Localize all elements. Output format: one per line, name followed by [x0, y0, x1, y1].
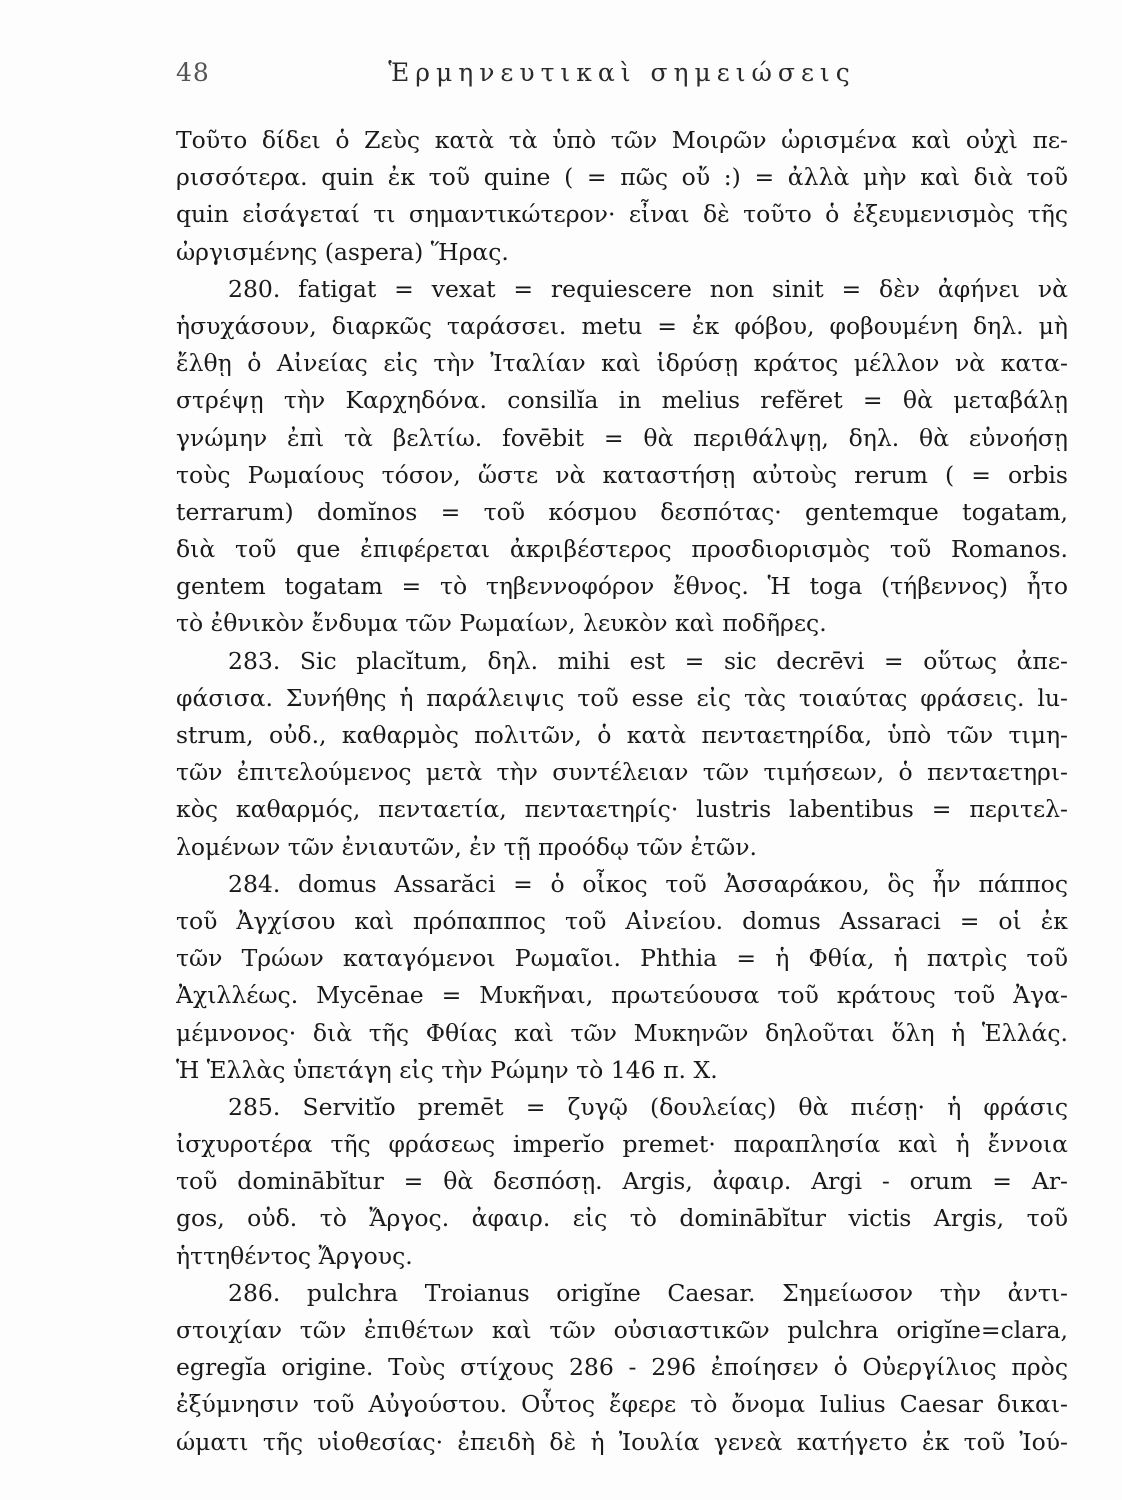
text-line: τῶν Τρώων καταγόμενοι Ρωμαῖοι. Phthia = ἡ Φθία, ἡ πατρὶς τοῦ	[176, 944, 1068, 973]
text-line: terrarum) domĭnos = τοῦ κόσμου δεσπότας· gentemque togatam,	[176, 497, 1068, 526]
text-line: ὠργισμένης (aspera) Ἥρας.	[176, 237, 509, 266]
commentary-text	[176, 122, 1068, 1461]
note-280-start: 280. fatigat = vexat = requiescere non sinit = δὲν ἀφήνει νὰ	[228, 274, 1068, 303]
running-head	[176, 58, 1068, 94]
text-line: τοῦ dominābĭtur = θὰ δεσπόσῃ. Argis, ἀφαιρ. Argi - orum = Ar-	[176, 1167, 1068, 1196]
text-line: γνώμην ἐπὶ τὰ βελτίω. fovēbit = θὰ περιθάλψῃ, δηλ. θὰ εὐνοήσῃ	[176, 423, 1068, 452]
text-line: Ἀχιλλέως. Mycēnae = Μυκῆναι, πρωτεύουσα τοῦ κράτους τοῦ Ἀγα-	[176, 981, 1068, 1010]
text-line: gos, οὐδ. τὸ Ἄργος. ἀφαιρ. εἰς τὸ dominābĭtur victis Argis, τοῦ	[176, 1204, 1068, 1233]
text-line: strum, οὐδ., καθαρμὸς πολιτῶν, ὁ κατὰ πενταετηρίδα, ὑπὸ τῶν τιμη-	[176, 721, 1068, 749]
text-line: τῶν ἐπιτελούμενος μετὰ τὴν συντέλειαν τῶν τιμήσεων, ὁ πενταετηρι-	[176, 758, 1068, 787]
text-line: λομένων τῶν ἐνιαυτῶν, ἐν τῇ προόδῳ τῶν ἐτῶν.	[176, 832, 757, 861]
text-line: ώματι τῆς υἱοθεσίας· ἐπειδὴ δὲ ἡ Ἰουλία γενεὰ κατήγετο ἐκ τοῦ Ἰού-	[176, 1427, 1068, 1456]
note-285-start: 285. Servitĭo premēt = ζυγῷ (δουλείας) θὰ πιέσῃ· ἡ φράσις	[228, 1092, 1068, 1121]
text-line: στοιχίαν τῶν ἐπιθέτων καὶ τῶν οὐσιαστικῶν pulchra origĭne=clara,	[176, 1316, 1068, 1344]
text-line: στρέψῃ τὴν Καρχηδόνα. consilĭa in melius refĕret = θὰ μεταβάλῃ	[176, 386, 1068, 415]
text-line: τοῦ Ἀγχίσου καὶ πρόπαππος τοῦ Αἰνείου. domus Assaraci = οἱ ἐκ	[176, 906, 1068, 935]
text-line: τοὺς Ρωμαίους τόσον, ὥστε νὰ καταστήσῃ αὐτοὺς rerum ( = orbis	[176, 460, 1068, 489]
note-283-start: 283. Sic placĭtum, δηλ. mihi est = sic decrēvi = οὕτως ἀπε-	[228, 646, 1068, 675]
page-number: 48	[176, 58, 210, 87]
text-line: ἡττηθέντος Ἄργους.	[176, 1241, 413, 1270]
text-line: ρισσότερα. quin ἐκ τοῦ quine ( = πῶς οὔ :) = ἀλλὰ μὴν καὶ διὰ τοῦ	[176, 163, 1068, 192]
text-line: egregĭa origine. Τοὺς στίχους 286 - 296 ἐποίησεν ὁ Οὐεργίλιος πρὸς	[176, 1353, 1068, 1382]
text-line: ἡσυχάσουν, διαρκῶς ταράσσει. metu = ἐκ φόβου, φοβουμένη δηλ. μὴ	[176, 311, 1068, 340]
running-title: Ἑρμηνευτικαὶ σημειώσεις	[388, 58, 856, 87]
text-line: gentem togatam = τὸ τηβεννοφόρον ἔθνος. Ἡ toga (τήβεννος) ἦτο	[176, 572, 1068, 601]
note-286-start: 286. pulchra Troianus origĭne Caesar. Σημείωσον τὴν ἀντι-	[228, 1278, 1068, 1307]
text-line: μέμνονος· διὰ τῆς Φθίας καὶ τῶν Μυκηνῶν δηλοῦται ὅλη ἡ Ἑλλάς.	[176, 1018, 1068, 1047]
text-line: ἔλθῃ ὁ Αἰνείας εἰς τὴν Ἰταλίαν καὶ ἱδρύσῃ κράτος μέλλον νὰ κατα-	[176, 349, 1068, 378]
text-line: ἰσχυροτέρα τῆς φράσεως imperĭo premet· παραπλησία καὶ ἡ ἔννοια	[176, 1130, 1068, 1159]
text-line: Τοῦτο δίδει ὁ Ζεὺς κατὰ τὰ ὑπὸ τῶν Μοιρῶν ὡρισμένα καὶ οὐχὶ πε-	[176, 126, 1068, 154]
text-line: φάσισα. Συνήθης ἡ παράλειψις τοῦ esse εἰς τὰς τοιαύτας φράσεις. lu-	[176, 683, 1068, 712]
text-line: διὰ τοῦ que ἐπιφέρεται ἀκριβέστερος προσδιορισμὸς τοῦ Romanos.	[176, 535, 1068, 564]
note-284-start: 284. domus Assarăci = ὁ οἶκος τοῦ Ἀσσαράκου, ὃς ἦν πάππος	[228, 869, 1068, 898]
text-line: κὸς καθαρμός, πενταετία, πενταετηρίς· lustris labentibus = περιτελ-	[176, 795, 1068, 824]
text-line: ἐξύμνησιν τοῦ Αὐγούστου. Οὗτος ἔφερε τὸ ὄνομα Iulius Caesar δικαι-	[176, 1390, 1068, 1419]
text-line: quin εἰσάγεταί τι σημαντικώτερον· εἶναι δὲ τοῦτο ὁ ἐξευμενισμὸς τῆς	[176, 200, 1068, 229]
text-line: τὸ ἐθνικὸν ἔνδυμα τῶν Ρωμαίων, λευκὸν καὶ ποδῆρες.	[176, 609, 827, 638]
text-line: Ἡ Ἑλλὰς ὑπετάγη εἰς τὴν Ρώμην τὸ 146 π. Χ.	[176, 1055, 718, 1084]
